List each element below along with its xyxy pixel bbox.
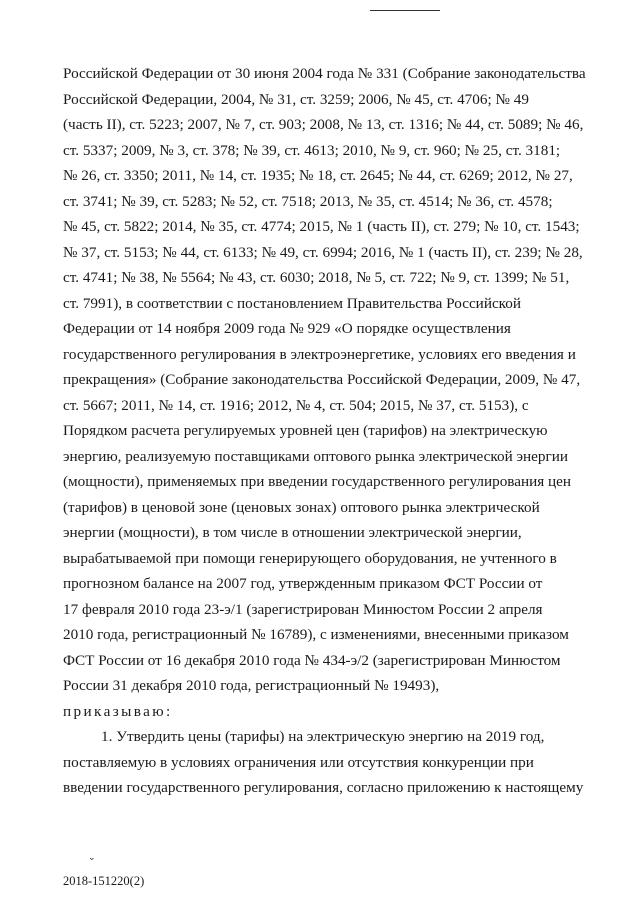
text-line: энергию, реализуемую поставщиками оптового рынка электрической энергии — [63, 447, 569, 465]
document-number: 2018-151220(2) — [63, 874, 145, 888]
text-line: ст. 3741; № 39, ст. 5283; № 52, ст. 7518; 2013, № 35, ст. 4514; № 36, ст. 4578; — [63, 192, 553, 210]
text-line: ст. 5337; 2009, № 3, ст. 378; № 39, ст. 4613; 2010, № 9, ст. 960; № 25, ст. 3181; — [63, 141, 561, 159]
text-line: ст. 4741; № 38, № 5564; № 43, ст. 6030; 2018, № 5, ст. 722; № 9, ст. 1399; № 51, — [63, 269, 570, 286]
text-line: ст. 7991), в соответствии с постановлением Правительства Российской — [63, 294, 522, 312]
order-word: приказываю: — [63, 702, 173, 720]
item-1-line: введении государственного регулирования, согласно приложению к настоящему — [63, 779, 584, 796]
header-rule — [370, 10, 440, 11]
text-line: энергии (мощности), в том числе в отношении электрической энергии, — [63, 524, 522, 541]
text-line: № 26, ст. 3350; 2011, № 14, ст. 1935; № 18, ст. 2645; № 44, ст. 6269; 2012, № 27, — [63, 167, 573, 184]
item-1-line: поставляемую в условиях ограничения или отсутствия конкуренции при — [63, 753, 534, 771]
text-line: (тарифов) в ценовой зоне (ценовых зонах) оптового рынка электрической — [63, 498, 540, 516]
text-line: ФСТ России от 16 декабря 2010 года № 434-э/2 (зарегистрирован Минюстом — [63, 651, 561, 669]
text-line: вырабатываемой при помощи генерирующего оборудования, не учтенного в — [63, 549, 557, 567]
text-line: 17 февраля 2010 года 23-э/1 (зарегистрирован Минюстом России 2 апреля — [63, 600, 543, 618]
text-line: Порядком расчета регулируемых уровней цен (тарифов) на электрическую — [63, 422, 548, 439]
text-line: Российской Федерации от 30 июня 2004 года № 331 (Собрание законодательства — [63, 65, 586, 82]
text-line-last: России 31 декабря 2010 года, регистрационный № 19493), — [63, 677, 440, 694]
text-line: прекращения» (Собрание законодательства Российской Федерации, 2009, № 47, — [63, 371, 581, 388]
text-line: (мощности), применяемых при введении государственного регулирования цен — [63, 473, 572, 490]
document-body — [63, 61, 586, 801]
text-line: ст. 5667; 2011, № 14, ст. 1916; 2012, № 4, ст. 504; 2015, № 37, ст. 5153), с — [63, 396, 529, 414]
text-line: (часть II), ст. 5223; 2007, № 7, ст. 903; 2008, № 13, ст. 1316; № 44, ст. 5089; № 46, — [63, 116, 584, 133]
text-line: Федерации от 14 ноября 2009 года № 929 «О порядке осуществления — [63, 320, 511, 337]
item-1-line: 1. Утвердить цены (тарифы) на электрическую энергию на 2019 год, — [101, 728, 545, 745]
margin-mark: ⌄ — [88, 852, 96, 862]
text-line: № 37, ст. 5153; № 44, ст. 6133; № 49, ст. 6994; 2016, № 1 (часть II), ст. 239; № 28, — [63, 243, 583, 261]
text-line: № 45, ст. 5822; 2014, № 35, ст. 4774; 2015, № 1 (часть II), ст. 279; № 10, ст. 1543; — [63, 218, 580, 235]
text-line: Российской Федерации, 2004, № 31, ст. 3259; 2006, № 45, ст. 4706; № 49 — [63, 90, 529, 108]
text-line: 2010 года, регистрационный № 16789), с изменениями, внесенными приказом — [63, 626, 569, 643]
text-line: прогнозном балансе на 2007 год, утвержденным приказом ФСТ России от — [63, 575, 543, 592]
text-line: государственного регулирования в электроэнергетике, условиях его введения и — [63, 345, 576, 363]
